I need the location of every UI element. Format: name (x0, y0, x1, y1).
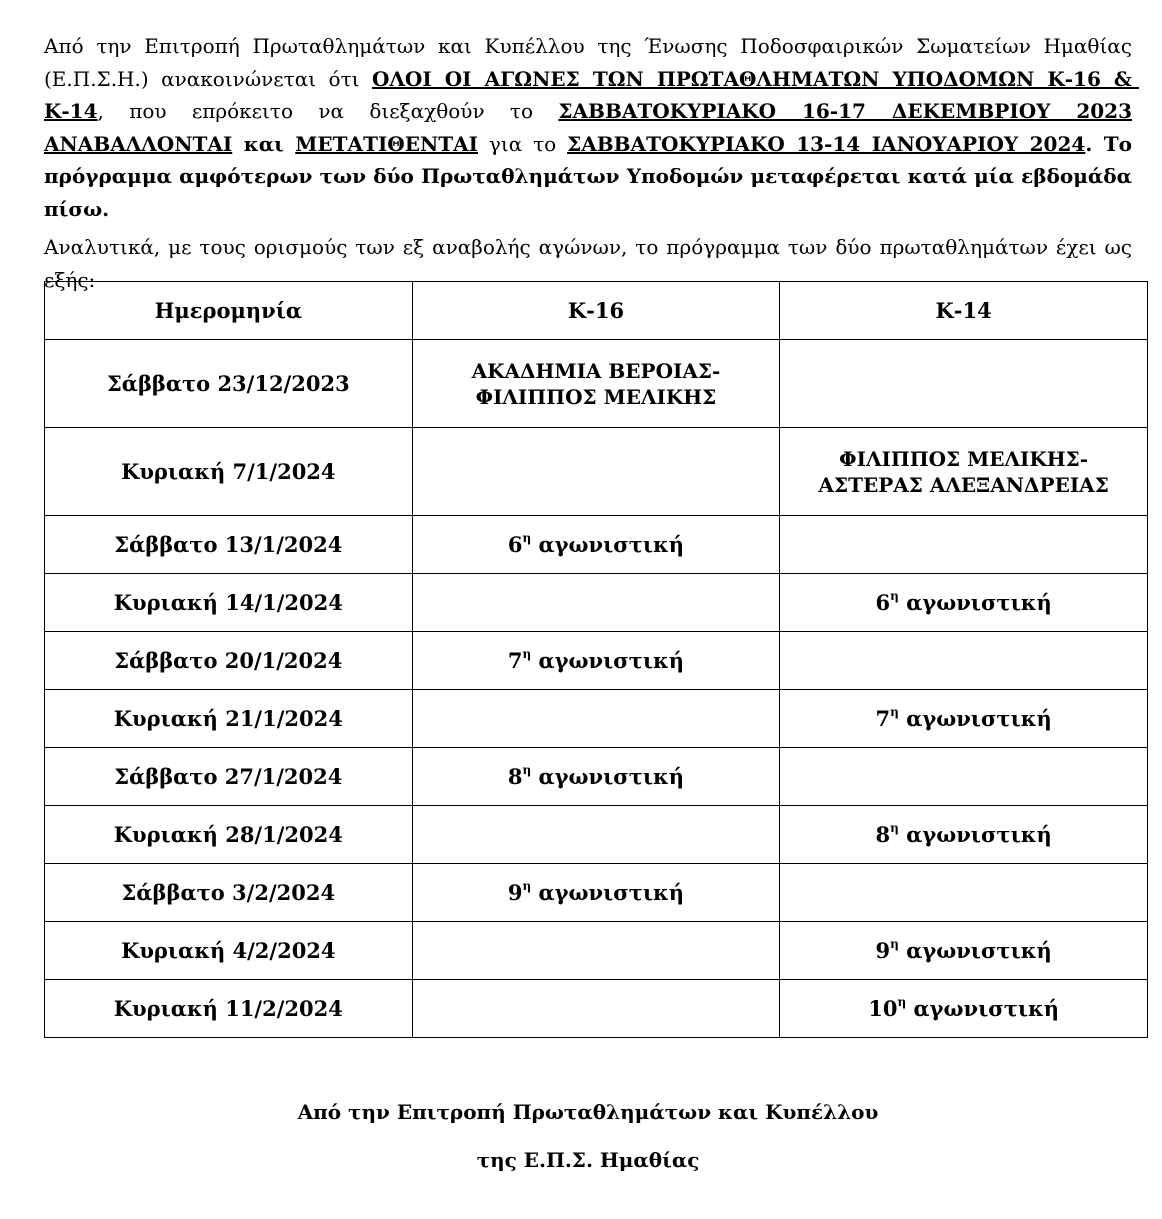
table-row (45, 980, 1148, 1038)
cell-date: Σάββατο 23/12/2023 (45, 340, 413, 428)
matchday-ordinal: η (890, 705, 899, 719)
table-row (45, 922, 1148, 980)
table-row (45, 340, 1148, 428)
matchday-word: αγωνιστική (906, 996, 1060, 1021)
cell-k14 (780, 428, 1148, 516)
details-paragraph: Αναλυτικά, με τους ορισμούς των εξ αναβολής αγώνων, το πρόγραμμα των δύο πρωταθλημάτων έχει ως εξής: (44, 235, 1132, 292)
intro-text-4: για το (478, 131, 568, 156)
cell-k16 (412, 516, 780, 574)
table-row (45, 864, 1148, 922)
cell-k16 (412, 748, 780, 806)
cell-k16 (412, 922, 780, 980)
matchday-number: 6 (507, 532, 523, 557)
cell-date: Κυριακή 28/1/2024 (45, 806, 413, 864)
cell-k16 (412, 574, 780, 632)
table-header-row (45, 282, 1148, 340)
cell-date: Σάββατο 27/1/2024 (45, 748, 413, 806)
intro-text-2: , που επρόκειτο να διεξαχθούν το (97, 99, 559, 123)
matchday-word: αγωνιστική (531, 648, 685, 673)
table-row (45, 690, 1148, 748)
cell-date: Κυριακή 21/1/2024 (45, 690, 413, 748)
match-line1: ΦΙΛΙΠΠΟΣ ΜΕΛΙΚΗΣ- (839, 446, 1089, 471)
match-line2: ΦΙΛΙΠΠΟΣ ΜΕΛΙΚΗΣ (475, 384, 717, 409)
matchday-ordinal: η (890, 821, 899, 835)
cell-k14 (780, 632, 1148, 690)
matchday-word: αγωνιστική (898, 590, 1052, 615)
matchday-ordinal: η (522, 879, 532, 893)
matchday-word: αγωνιστική (531, 880, 685, 905)
cell-k14 (780, 516, 1148, 574)
intro-space (1132, 99, 1138, 123)
matchday-word: αγωνιστική (898, 822, 1052, 847)
intro-paragraph (44, 30, 1139, 225)
signature-line-1: Από την Επιτροπή Πρωταθλημάτων και Κυπέλλου (297, 1100, 879, 1124)
table-row (45, 516, 1148, 574)
intro-highlight-all-matches: ΟΛΟΙ ΟΙ ΑΓΩΝΕΣ ΤΩΝ ΠΡΩΤΑΘΛΗΜΑΤΩΝ ΥΠΟΔΟΜΩΝ Κ-16 & Κ-14 (44, 66, 1139, 123)
table-body (45, 340, 1148, 1038)
matchday-word: αγωνιστική (898, 706, 1052, 731)
intro-text-1: Από την Επιτροπή Πρωταθλημάτων και Κυπέλλου της Ένωσης Ποδοσφαιρικών Σωματείων Ημαθίας (Ε.Π.Σ.Η.) ανακοινώνεται ότι (44, 34, 1139, 91)
schedule-table (44, 281, 1148, 1038)
cell-k14 (780, 574, 1148, 632)
table-row (45, 574, 1148, 632)
cell-k14 (780, 980, 1148, 1038)
matchday-word: αγωνιστική (898, 938, 1052, 963)
cell-k16 (412, 980, 780, 1038)
table-row (45, 748, 1148, 806)
intro-highlight-weekend-dec: ΣΑΒΒΑΤΟΚΥΡΙΑΚΟ 16-17 ΔΕΚΕΜΒΡΙΟΥ 2023 (558, 99, 1133, 123)
table-row (45, 632, 1148, 690)
header-k14: Κ-14 (780, 282, 1148, 340)
matchday-number: 7 (875, 706, 891, 731)
cell-date: Κυριακή 7/1/2024 (45, 428, 413, 516)
intro-highlight-moved: ΜΕΤΑΤΙΘΕΝΤΑΙ (295, 131, 479, 156)
announcement-body (44, 30, 1139, 296)
match-line1: ΑΚΑΔΗΜΙΑ ΒΕΡΟΙΑΣ- (471, 358, 721, 383)
matchday-ordinal: η (890, 937, 899, 951)
matchday-ordinal: η (522, 531, 532, 545)
matchday-number: 8 (507, 764, 523, 789)
cell-date: Κυριακή 14/1/2024 (45, 574, 413, 632)
table-row (45, 806, 1148, 864)
matchday-number: 10 (868, 996, 898, 1021)
cell-k14 (780, 806, 1148, 864)
cell-k16 (412, 340, 780, 428)
intro-text-3: και (232, 131, 296, 156)
cell-k14 (780, 340, 1148, 428)
cell-k14 (780, 690, 1148, 748)
cell-k16 (412, 864, 780, 922)
signature-line-2: της Ε.Π.Σ. Ημαθίας (476, 1148, 700, 1172)
cell-date: Σάββατο 20/1/2024 (45, 632, 413, 690)
matchday-ordinal: η (522, 763, 532, 777)
table-row (45, 428, 1148, 516)
cell-k14 (780, 864, 1148, 922)
matchday-ordinal: η (522, 647, 532, 661)
cell-date: Κυριακή 11/2/2024 (45, 980, 413, 1038)
intro-highlight-postponed: ΑΝΑΒΑΛΛΟΝΤΑΙ (44, 131, 233, 156)
cell-k16 (412, 632, 780, 690)
matchday-number: 6 (875, 590, 891, 615)
matchday-number: 9 (507, 880, 523, 905)
cell-k16 (412, 690, 780, 748)
cell-date: Σάββατο 3/2/2024 (45, 864, 413, 922)
matchday-number: 9 (875, 938, 891, 963)
header-k16: Κ-16 (412, 282, 780, 340)
cell-k14 (780, 748, 1148, 806)
match-line2: ΑΣΤΕΡΑΣ ΑΛΕΞΑΝΔΡΕΙΑΣ (818, 472, 1109, 497)
matchday-word: αγωνιστική (531, 764, 685, 789)
header-date: Ημερομηνία (45, 282, 413, 340)
matchday-ordinal: η (890, 589, 899, 603)
matchday-word: αγωνιστική (531, 532, 685, 557)
cell-date: Σάββατο 13/1/2024 (45, 516, 413, 574)
cell-k16 (412, 806, 780, 864)
intro-text-5: . Το πρόγραμμα αμφότερων των δύο Πρωταθλημάτων Υποδομών μεταφέρεται κατά μία εβδομάδα πίσω. (44, 131, 1139, 221)
cell-k14 (780, 922, 1148, 980)
cell-date: Κυριακή 4/2/2024 (45, 922, 413, 980)
intro-highlight-weekend-jan: ΣΑΒΒΑΤΟΚΥΡΙΑΚΟ 13-14 ΙΑΝΟΥΑΡΙΟΥ 2024 (567, 131, 1086, 156)
matchday-number: 8 (875, 822, 891, 847)
matchday-number: 7 (507, 648, 523, 673)
matchday-ordinal: η (897, 995, 907, 1009)
cell-k16 (412, 428, 780, 516)
